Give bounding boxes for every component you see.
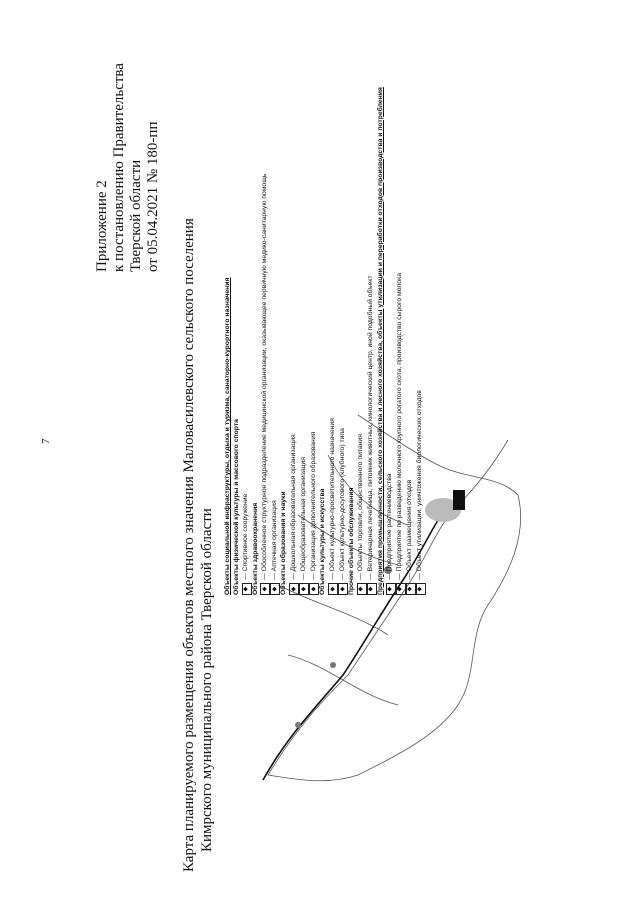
legend-heading: Объекты физической культуры и массового спорта [232, 419, 240, 595]
legend-item-label: — Дошкольная образовательная организация [289, 434, 297, 580]
legend-heading: Объекты образования и науки [280, 491, 288, 595]
appendix-line: от 05.04.2021 № 180-пп [145, 121, 161, 272]
legend-item [309, 87, 319, 595]
legend-item-label: — Аптечная организация [270, 500, 278, 580]
appendix-block [94, 63, 162, 272]
school-icon: ◆ [299, 583, 309, 595]
vet-icon: ◆ [367, 583, 377, 595]
legend-item-label: — Общеобразовательная организация [299, 457, 307, 580]
map-legend [224, 87, 426, 595]
page-number: 7 [40, 438, 52, 444]
biowaste-icon: ◆ [416, 583, 426, 595]
legend-item [289, 87, 299, 595]
appendix-line: Приложение 2 [94, 180, 110, 272]
legend-item-label: — Объект размещения отходов [406, 479, 414, 580]
legend-item [386, 87, 396, 595]
sport-icon: ◆ [242, 583, 252, 595]
pharmacy-icon: ◆ [270, 583, 280, 595]
appendix-line: к постановлению Правительства [111, 63, 127, 272]
medical-icon: ◆ [260, 583, 270, 595]
legend-item-label: — Предприятие растениеводства [386, 473, 394, 580]
legend-item [242, 87, 252, 595]
legend-heading: Объекты социальной инфраструктуры, отдыха и туризма, санаторно-курортного назначения [224, 277, 231, 595]
legend-item [270, 87, 280, 595]
legend-item-label: — Объекты торговли, общественного питания [357, 434, 365, 580]
plant-icon: ◆ [386, 583, 396, 595]
legend-item [416, 87, 426, 595]
legend-item [338, 87, 348, 595]
legend-item-label: — Объект культурно-досугового (клубного) типа [338, 428, 346, 580]
map-title [180, 218, 216, 872]
culture-icon: ◆ [328, 583, 338, 595]
legend-item-label: — Обособленное структурное подразделение медицинской организации, оказывающее первичную медико-санитарную помощь [260, 173, 268, 580]
legend-item [406, 87, 416, 595]
appendix-line: Тверской области [128, 159, 144, 272]
legend-heading: Прочие объекты обслуживания [347, 487, 355, 595]
addedu-icon: ◆ [309, 583, 319, 595]
legend-item-label: — Ветеринарная лечебница, питомник животных, кинологический центр, иной подобный объект [367, 275, 375, 580]
legend-heading: Предприятия промышленности, сельского хозяйства и лесного хозяйства, объекты утилизации и переработки отходов производства и потребления [376, 87, 384, 595]
waste-icon: ◆ [406, 583, 416, 595]
legend-item-label: — Объект культурно-просветительного назначения [328, 418, 336, 580]
legend-item-label: — Предприятие по разведению молочного крупного рогатого скота, производство сырого молока [396, 272, 404, 580]
dairy-icon: ◆ [396, 583, 406, 595]
preschool-icon: ◆ [289, 583, 299, 595]
legend-item [299, 87, 309, 595]
title-line: Карта планируемого размещения объектов местного значения Маловасилевского сельского поселения [181, 218, 197, 872]
legend-item-label: — Спортивное сооружение [242, 493, 250, 580]
legend-item-label: — Объект утилизации, уничтожения биологических отходов [416, 390, 424, 580]
legend-item [396, 87, 406, 595]
legend-item [260, 87, 270, 595]
legend-item [328, 87, 338, 595]
legend-item-label: — Организация дополнительного образования [309, 431, 317, 580]
title-line: Кимрского муниципального района Тверской области [199, 508, 215, 852]
legend-heading: Объекты здравоохранения [251, 502, 259, 595]
legend-item [357, 87, 367, 595]
legend-item [367, 87, 377, 595]
legend-heading: Объекты культуры и искусства [319, 488, 327, 595]
club-icon: ◆ [338, 583, 348, 595]
trade-icon: ◆ [357, 583, 367, 595]
